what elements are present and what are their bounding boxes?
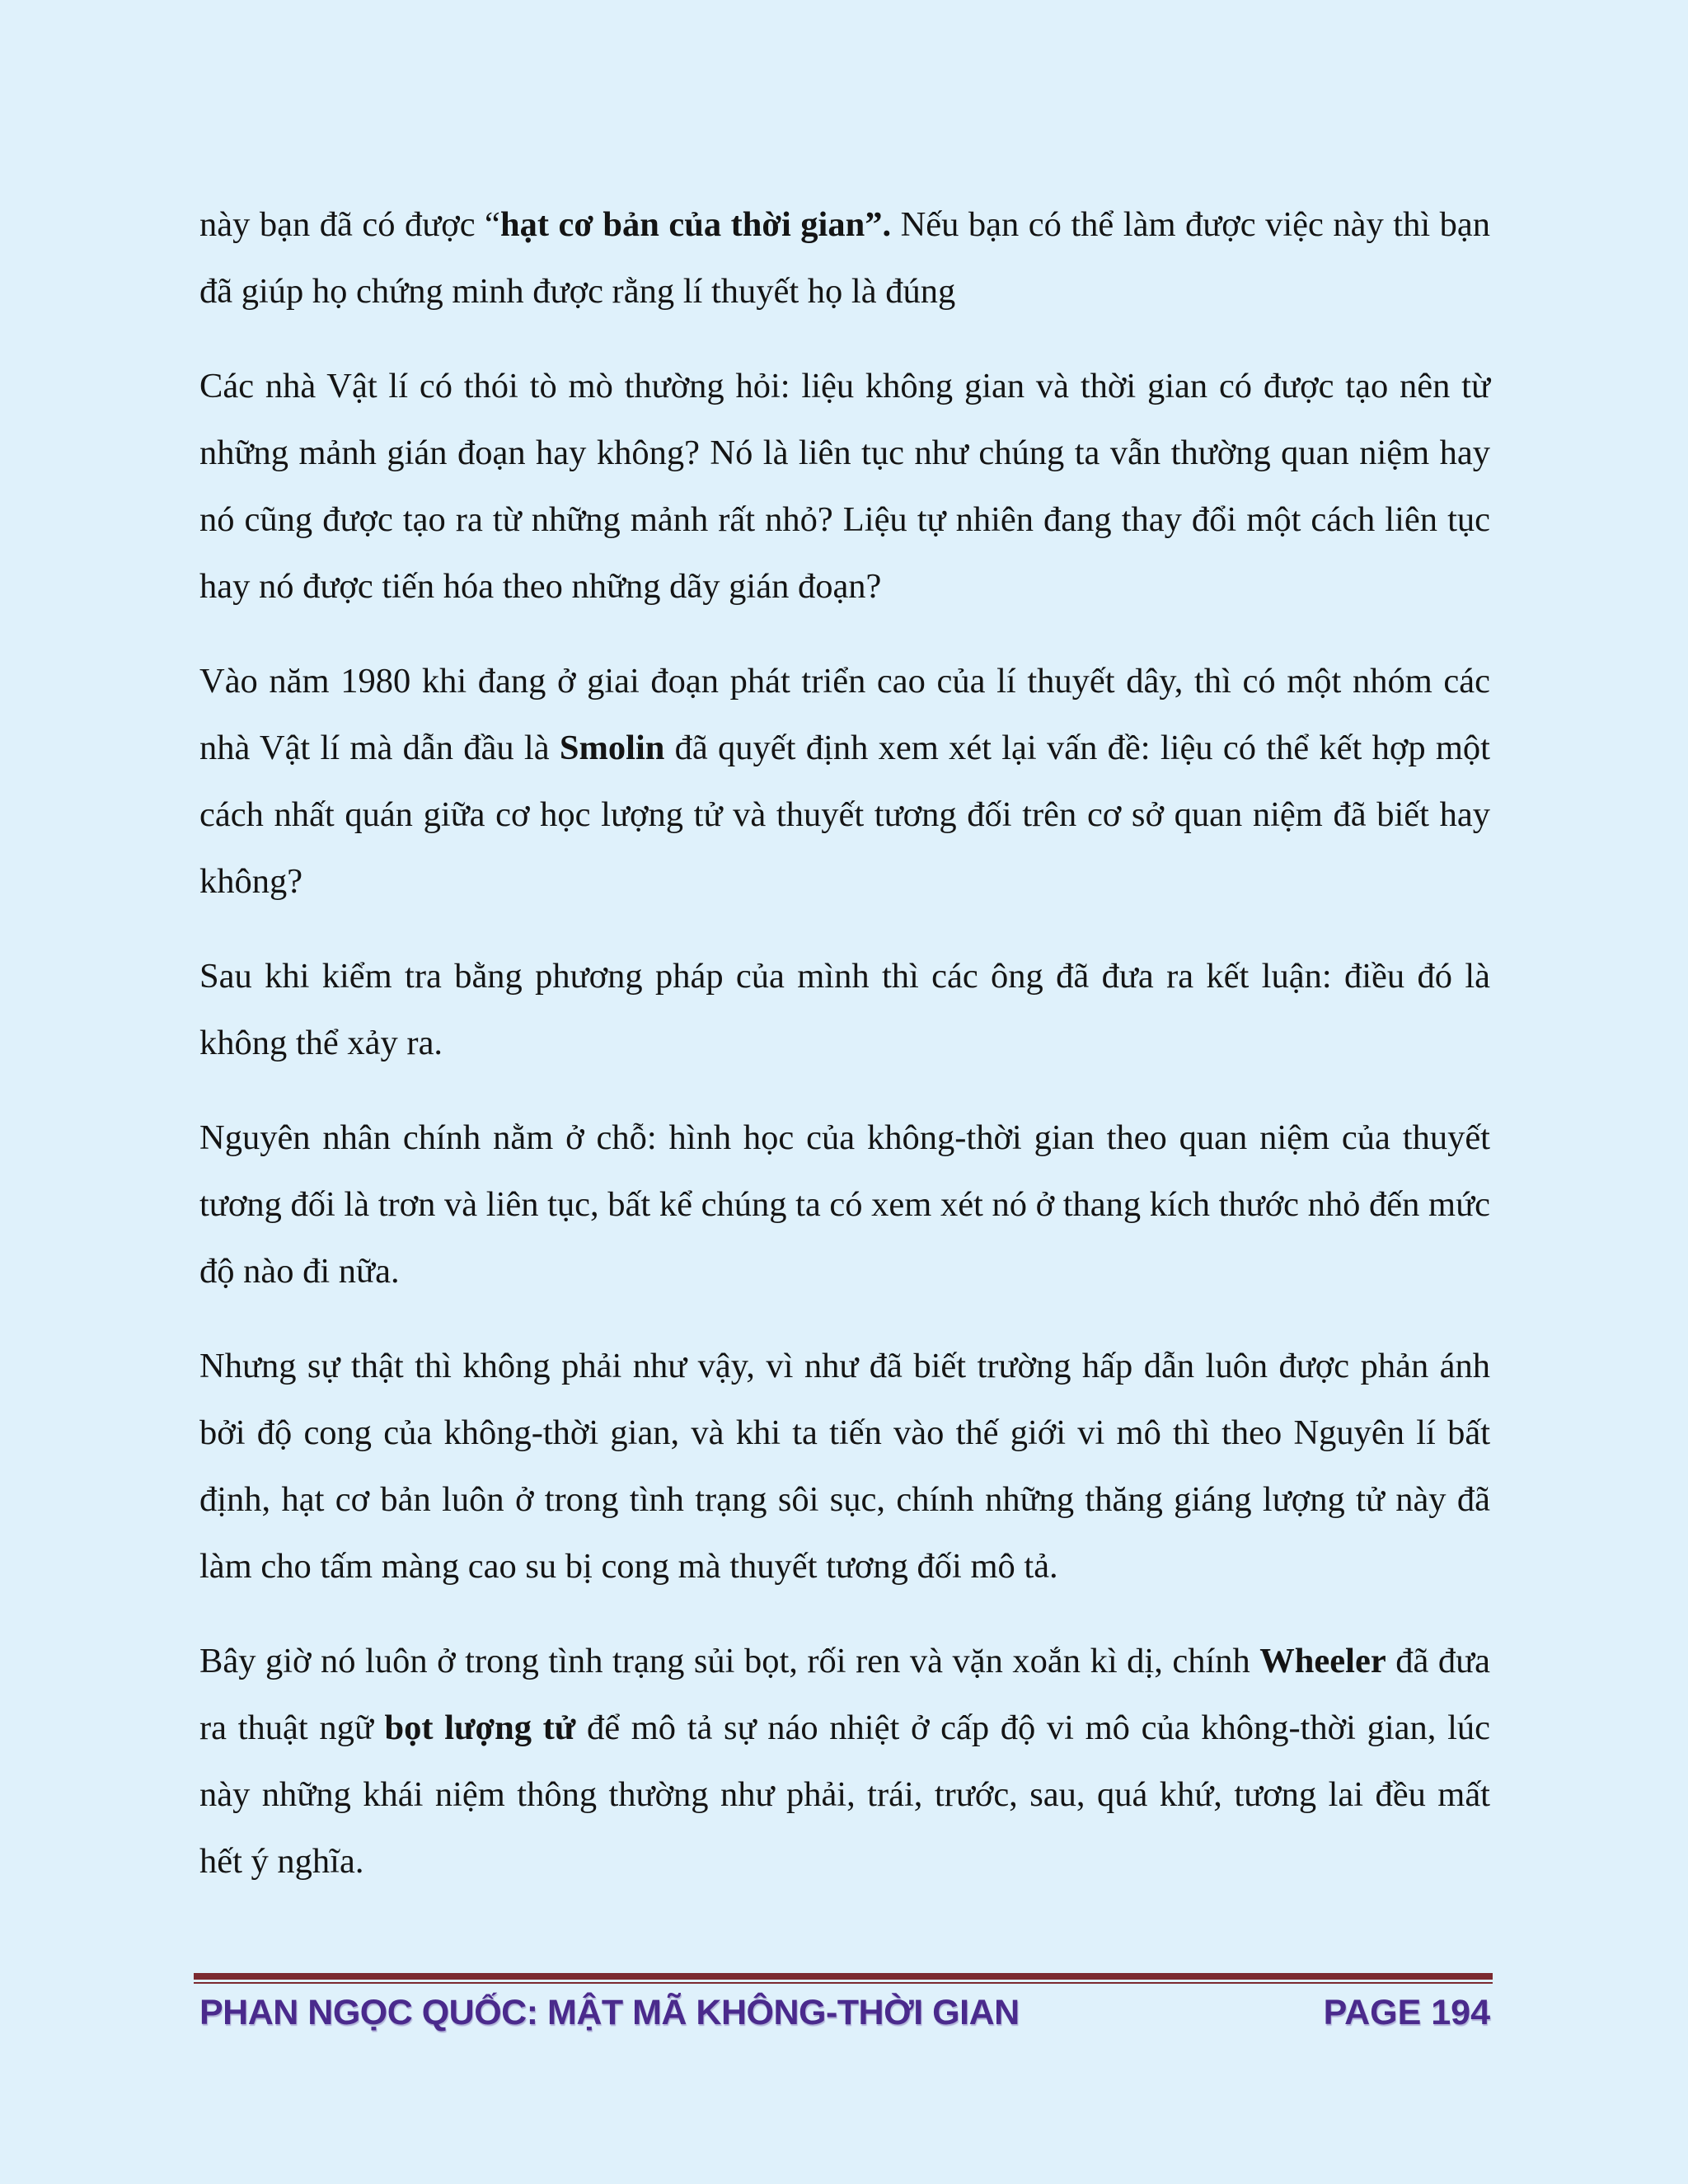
footer-book-title: PHAN NGỌC QUỐC: MẬT MÃ KHÔNG-THỜI GIAN xyxy=(199,1993,1020,2032)
paragraph-2-text: Các nhà Vật lí có thói tò mò thường hỏi: liệu không gian và thời gian có được tạo nên từ những mảnh gián đoạn hay không? Nó là liên tục như chúng ta vẫn thường quan niệm hay nó cũng được tạo ra từ những mảnh rất nhỏ? Liệu tự nhiên đang thay đổi một cách liên tục hay nó được tiến hóa theo những dãy gián đoạn? xyxy=(199,367,1490,606)
footer-page-number: PAGE 194 xyxy=(1323,1993,1490,2032)
paragraph-3 xyxy=(199,648,1490,915)
paragraph-4-text: Sau khi kiểm tra bằng phương pháp của mình thì các ông đã đưa ra kết luận: điều đó là không thể xảy ra. xyxy=(199,957,1490,1062)
bold-name-wheeler: Wheeler xyxy=(1259,1642,1386,1680)
paragraph-1 xyxy=(199,191,1490,325)
bold-term-bot-luong-tu: bọt lượng tử xyxy=(384,1708,576,1747)
bold-term-hat-co-ban: hạt cơ bản của thời gian”. xyxy=(499,205,892,244)
paragraph-6 xyxy=(199,1333,1490,1600)
paragraph-5 xyxy=(199,1104,1490,1305)
paragraph-3-text-cont: đã quyết định xem xét lại vấn đề: liệu có thể kết hợp một cách nhất quán giữa cơ học lượng tử và thuyết tương đối trên cơ sở quan niệm đã biết hay không? xyxy=(199,729,1490,901)
paragraph-6-text: Nhưng sự thật thì không phải như vậy, vì như đã biết trường hấp dẫn luôn được phản ánh bởi độ cong của không-thời gian, và khi ta tiến vào thế giới vi mô thì theo Nguyên lí bất định, hạt cơ bản luôn ở trong tình trạng sôi sục, chính những thăng giáng lượng tử này đã làm cho tấm màng cao su bị cong mà thuyết tương đối mô tả. xyxy=(199,1347,1490,1586)
footer-divider xyxy=(194,1973,1493,1984)
footer-divider-thin xyxy=(194,1982,1493,1984)
paragraph-5-text: Nguyên nhân chính nằm ở chỗ: hình học của không-thời gian theo quan niệm của thuyết tương đối là trơn và liên tục, bất kể chúng ta có xem xét nó ở thang kích thước nhỏ đến mức độ nào đi nữa. xyxy=(199,1118,1490,1291)
paragraph-3-text: Vào năm 1980 khi đang ở giai đoạn phát triển cao của lí thuyết dây, thì có một nhóm các nhà Vật lí mà dẫn đầu là xyxy=(199,662,1490,767)
paragraph-2 xyxy=(199,353,1490,620)
paragraph-7 xyxy=(199,1628,1490,1895)
paragraph-7-text-end: để mô tả sự náo nhiệt ở cấp độ vi mô của không-thời gian, lúc này những khái niệm thông thường như phải, trái, trước, sau, quá khứ, tương lai đều mất hết ý nghĩa. xyxy=(199,1708,1491,1881)
paragraph-1-text: này bạn đã có được “ xyxy=(199,205,500,244)
footer-divider-thick xyxy=(194,1973,1493,1980)
paragraph-7-text-cont: đã đưa ra thuật ngữ xyxy=(199,1642,1491,1747)
page-footer xyxy=(199,1985,1490,2042)
paragraph-1-text-cont: Nếu bạn có thể làm được việc này thì bạn đã giúp họ chứng minh được rằng lí thuyết họ là đúng xyxy=(199,205,1490,311)
paragraph-7-text: Bây giờ nó luôn ở trong tình trạng sủi bọt, rối ren và vặn xoắn kì dị, chính xyxy=(199,1642,1260,1680)
page-body xyxy=(199,191,1490,1923)
paragraph-4 xyxy=(199,943,1490,1076)
bold-name-smolin: Smolin xyxy=(559,729,665,767)
